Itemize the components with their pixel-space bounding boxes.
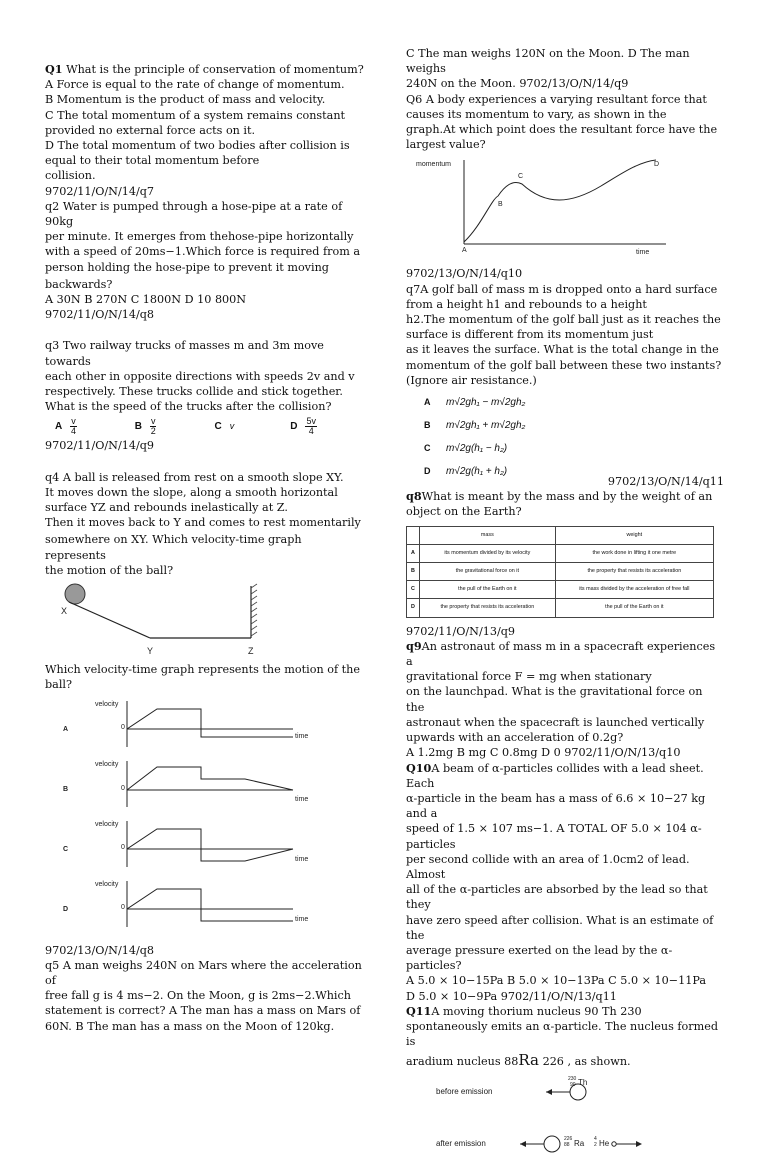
q6-line3: graph.At which point does the resultant force have the	[406, 123, 718, 137]
q4-line1: q4 A ball is released from rest on a smooth slope XY.	[45, 470, 344, 484]
q9-number: q9	[406, 638, 422, 653]
left-column	[45, 62, 365, 1034]
q4-line2: It moves down the slope, along a smooth horizontal	[45, 485, 338, 499]
vt-graph-d-xlabel: time	[295, 915, 309, 923]
vt-graph-b-letter: B	[63, 785, 69, 793]
vt-graph-b-xlabel: time	[295, 795, 309, 803]
momentum-graph-xlabel: time	[636, 249, 650, 257]
slope-xy	[69, 602, 150, 638]
q1-option-c-line1: C The total momentum of a system remains constant	[45, 108, 346, 122]
q10-line3: speed of 1.5 × 107 ms−1. A TOTAL OF 5.0 × 104 α-particles	[406, 822, 702, 851]
wall-hatching	[251, 584, 257, 636]
q3-line3: respectively. These trucks collide and stick together.	[45, 385, 343, 399]
vt-graph-c-letter: C	[63, 845, 69, 853]
reference-q1: 9702/11/O/N/14/q7	[45, 184, 155, 198]
q3-options	[55, 414, 365, 438]
q7-line7: (Ignore air resistance.)	[406, 373, 537, 387]
vt-graph-c-xlabel: time	[295, 855, 309, 863]
alpha-arrowhead-icon	[636, 1141, 642, 1147]
q3-option-d-letter: D	[290, 420, 298, 432]
vt-graph-c	[45, 817, 335, 875]
radium-atomic-number: 88	[564, 1141, 570, 1148]
thorium-symbol: Th	[578, 1077, 588, 1087]
label-z: Z	[248, 646, 254, 657]
q1-number: Q1	[45, 62, 63, 76]
q2-line1: q2 Water is pumped through a hose-pipe at a rate of 90kg	[45, 199, 343, 229]
q10-line9: D 5.0 × 10−9Pa 9702/11/O/N/13/q11	[406, 989, 617, 1003]
q10-line1: Q10A beam of α-particles collides with a lead sheet. Each	[406, 760, 704, 790]
q4-line6: the motion of the ball?	[45, 563, 174, 577]
emission-diagram	[406, 1076, 706, 1162]
label-y: Y	[147, 646, 154, 657]
helium-symbol: He	[599, 1138, 610, 1148]
vt-graph-d-letter: D	[63, 905, 69, 913]
q9-line5: upwards with an acceleration of 0.2g?	[406, 731, 624, 745]
reference-q8: 9702/11/O/N/13/q9	[406, 624, 516, 638]
q10-number: Q10	[406, 760, 432, 775]
radium-label: Ra	[574, 1138, 585, 1148]
q3-option-d-fraction: $\frac{5v}{4}$	[306, 415, 316, 436]
table-row: C the pull of the Earth on it its mass divided by the acceleration of free fall	[407, 581, 714, 599]
vt-graphs	[45, 697, 365, 935]
vt-graph-a-origin: 0	[121, 723, 125, 731]
radium-arrowhead-icon	[520, 1141, 526, 1147]
slope-diagram	[55, 582, 285, 662]
q2-line5: backwards?	[45, 277, 113, 291]
q1-option-c-line2: provided no external force acts on it.	[45, 123, 256, 137]
q11-line1: Q11A moving thorium nucleus 90 Th 230	[406, 1003, 642, 1018]
q9-line4: astronaut when the spacecraft is launched vertically	[406, 715, 705, 729]
q7-line2: from a height h1 and rebounds to a height	[406, 297, 647, 311]
vt-graph-b-ylabel: velocity	[95, 760, 119, 768]
reference-q6: 9702/13/O/N/14/q10	[406, 267, 523, 281]
reference-q7: 9702/13/O/N/14/q11	[607, 475, 724, 489]
q10-line5: all of the α-particles are absorbed by the lead so that they	[406, 883, 708, 912]
vt-graph-c-line	[127, 829, 293, 861]
q5-line3: statement is correct? A The man has a mass on Mars of	[45, 1004, 361, 1018]
vt-graph-b-origin: 0	[121, 784, 125, 792]
q4-line4: Then it moves back to Y and comes to rest momentarily	[45, 516, 361, 530]
helium-atomic-number: 2	[594, 1141, 597, 1148]
table-row: A its momentum divided by its velocity the work done in lifting it one metre	[407, 544, 714, 562]
q3-option-b-fraction: $\frac{v}{2}$	[150, 415, 156, 436]
q11-line2: spontaneously emits an α-particle. The nucleus formed is	[406, 1019, 719, 1049]
point-b-label: B	[498, 201, 503, 209]
q5-line4: 60N. B The man has a mass on the Moon of 120kg.	[45, 1019, 335, 1033]
thorium-atomic-number: 90	[570, 1081, 576, 1088]
q11-line3: aradium nucleus 88Ra 226 , as shown.	[406, 1051, 631, 1070]
q3-option-c-value: v	[229, 420, 235, 431]
q4-line5: somewhere on XY. Which velocity-time graph represents	[45, 533, 302, 562]
table-row: D the property that resists its acceleration the pull of the Earth on it	[407, 599, 714, 617]
q7-line5: as it leaves the surface. What is the total change in the	[406, 343, 719, 357]
vt-graph-d-line	[127, 889, 293, 921]
q5-line2: free fall g is 4 ms−2. On the Moon, g is 2ms−2.Which	[45, 989, 351, 1003]
reference-q2: 9702/11/O/N/14/q8	[45, 308, 155, 322]
q8-table-header: mass weight	[407, 526, 714, 544]
label-x: X	[61, 606, 68, 617]
q7-line6: momentum of the golf ball between these two instants?	[406, 358, 722, 372]
q7-option-a: A m√2gh₁ − m√2gh₂	[424, 396, 526, 408]
q8-table	[406, 526, 714, 618]
q1-option-d-line2: equal to their total momentum before	[45, 154, 260, 168]
table-row: B the gravitational force on it the property that resists its acceleration	[407, 563, 714, 581]
q8-line1: q8What is meant by the mass and by the weight of an	[406, 489, 713, 504]
q3-option-a-fraction: $\frac{v}{4}$	[70, 415, 76, 436]
q10-line6: have zero speed after collision. What is an estimate of the	[406, 913, 714, 942]
point-a-label: A	[462, 247, 467, 255]
before-emission-label: before emission	[436, 1086, 493, 1096]
q5-line6: 240N on the Moon. 9702/13/O/N/14/q9	[406, 77, 629, 91]
q7-line1: q7A golf ball of mass m is dropped onto a hard surface	[406, 282, 718, 296]
ball-icon	[65, 584, 85, 604]
right-column	[406, 46, 724, 1162]
q3-option-c-letter: C	[214, 420, 222, 432]
radium-mass-number: 226	[564, 1135, 573, 1142]
q5-line1: q5 A man weighs 240N on Mars where the acceleration of	[45, 958, 362, 987]
vt-graph-d-ylabel: velocity	[95, 880, 119, 888]
q1-option-d-line1: D The total momentum of two bodies after collision is	[45, 139, 350, 153]
after-emission-label: after emission	[436, 1138, 486, 1148]
q10-line2: α-particle in the beam has a mass of 6.6 × 10−27 kg and a	[406, 791, 706, 821]
q6-line1: Q6 A body experiences a varying resultant force that	[406, 92, 707, 106]
vt-graph-a	[45, 697, 335, 755]
momentum-graph	[406, 156, 706, 262]
q3-line2: each other in opposite directions with speeds 2v and v	[45, 369, 355, 383]
radium-symbol: Ra	[518, 1051, 540, 1070]
q3-option-b-letter: B	[134, 420, 142, 432]
thorium-mass-number: 230	[568, 1075, 577, 1082]
q9-line1: q9An astronaut of mass m in a spacecraft experiences a	[406, 638, 716, 669]
q4-line8: ball?	[45, 678, 72, 692]
vt-graph-d-origin: 0	[121, 903, 125, 911]
q4-line7: Which velocity-time graph represents the motion of the	[45, 663, 360, 677]
vt-graph-c-origin: 0	[121, 843, 125, 851]
thorium-arrowhead-icon	[546, 1089, 552, 1095]
q10-line8: A 5.0 × 10−15Pa B 5.0 × 10−13Pa C 5.0 × 10−11Pa	[406, 974, 707, 988]
q8-line2: object on the Earth?	[406, 505, 522, 519]
q9-line2: gravitational force F = mg when stationary	[406, 670, 652, 684]
q2-line3: with a speed of 20ms−1.Which force is required from a	[45, 245, 361, 259]
q11-number: Q11	[406, 1003, 432, 1018]
vt-graph-a-ylabel: velocity	[95, 700, 119, 708]
q7-option-d: D m√2g(h₁ + h₂)	[424, 465, 508, 477]
q2-line2: per minute. It emerges from thehose-pipe horizontally	[45, 230, 354, 244]
q9-line6: A 1.2mg B mg C 0.8mg D 0 9702/11/O/N/13/q10	[406, 746, 681, 760]
q2-line4: person holding the hose-pipe to prevent it moving	[45, 260, 329, 274]
q7-line4: surface is different from its momentum just	[406, 328, 654, 342]
q10-line4: per second collide with an area of 1.0cm2 of lead. Almost	[406, 852, 690, 881]
q3-line4: What is the speed of the trucks after the collision?	[45, 400, 332, 414]
reference-q3: 9702/11/O/N/14/q9	[45, 439, 155, 453]
momentum-curve	[464, 160, 656, 242]
q5-line5: C The man weighs 120N on the Moon. D The man weighs	[406, 47, 690, 76]
vt-graph-b	[45, 757, 335, 815]
reference-q4: 9702/13/O/N/14/q8	[45, 943, 155, 957]
q7-option-b: B m√2gh₁ + m√2gh₂	[424, 419, 526, 431]
vt-graph-d	[45, 877, 335, 935]
q2-options: A 30N B 270N C 1800N D 10 800N	[45, 293, 247, 307]
q1-text: What is the principle of conservation of momentum?	[62, 63, 364, 76]
point-c-label: C	[518, 173, 524, 181]
vt-graph-c-ylabel: velocity	[95, 820, 119, 828]
q3-option-a-letter: A	[55, 420, 63, 432]
q4-line3: surface YZ and rebounds inelastically at Z.	[45, 501, 288, 515]
q9-line3: on the launchpad. What is the gravitational force on the	[406, 685, 703, 714]
vt-graph-a-xlabel: time	[295, 732, 309, 740]
q8-number: q8	[406, 489, 422, 504]
helium-mass-number: 4	[594, 1135, 597, 1142]
q1-option-b: B Momentum is the product of mass and velocity.	[45, 93, 326, 107]
q1-option-d-line3: collision.	[45, 169, 96, 183]
vt-graph-a-letter: A	[63, 725, 69, 733]
q6-line4: largest value?	[406, 138, 486, 152]
vt-graph-b-line	[127, 767, 293, 790]
q3-line1: q3 Two railway trucks of masses m and 3m move towards	[45, 339, 324, 368]
q1-heading	[45, 62, 365, 77]
q6-line2: causes its momentum to vary, as shown in the	[406, 107, 667, 121]
q7-line3: h2.The momentum of the golf ball just as it reaches the	[406, 313, 721, 327]
q7-options	[424, 394, 724, 480]
momentum-graph-ylabel: momentum	[416, 161, 452, 169]
point-d-label: D	[654, 161, 660, 169]
q7-option-c: C m√2g(h₁ − h₂)	[424, 442, 508, 454]
alpha-particle	[612, 1141, 616, 1145]
q1-option-a: A Force is equal to the rate of change of momentum.	[45, 78, 345, 92]
radium-nucleus	[544, 1136, 560, 1152]
vt-graph-a-line	[127, 709, 293, 737]
q10-line7: average pressure exerted on the lead by the α-particles?	[406, 943, 673, 973]
